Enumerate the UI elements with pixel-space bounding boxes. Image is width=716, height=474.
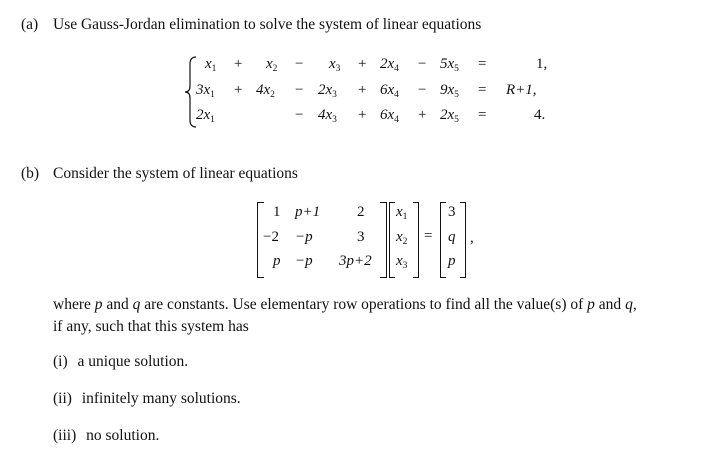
m12: p+1 [295,204,321,220]
r1-x2: $x_2$ [266,56,278,74]
part-a-prompt: Use Gauss-Jordan elimination to solve the system of linear equations [53,16,482,33]
where-line-2: if any, such that this system has [53,318,249,335]
r1-op4: − [418,56,427,72]
m22: −p [295,229,313,245]
xvec-left-bracket [389,202,395,278]
r3-op4: + [418,107,427,123]
variable-vector [389,202,419,280]
r2-op2: − [295,82,304,98]
r3-rhs: 4. [534,107,546,123]
matrix-equals: = [424,228,433,244]
coefficient-matrix [257,202,387,280]
r2-x2: $4x_2$ [256,82,275,100]
item-iii [53,427,159,445]
r1-x3: $x_3$ [329,56,341,74]
r3-op2: − [295,107,304,123]
part-b-label: (b) [21,165,40,182]
item-i-text: a unique solution. [77,353,189,370]
r2-eq: = [478,82,487,98]
m11: 1 [273,204,281,220]
m31: p [273,253,281,269]
r2-rhs: R+1, [506,82,537,98]
r1-eq: = [478,56,487,72]
r2-op1: + [234,82,243,98]
where-line-1: where p and q are constants. Use elementary row operations to find all the value(s) of p and q, [53,296,637,313]
xvec-3: $x_3$ [396,253,408,271]
r3-x3: $4x_3$ [318,107,337,125]
r3-x4: $6x_4$ [380,107,399,125]
item-iii-label: (iii) [53,427,77,444]
r3-x5: $2x_5$ [440,107,459,125]
rhs-right-bracket [460,202,466,278]
part-b-prompt: Consider the system of linear equations [53,165,298,182]
rhs-left-bracket [440,202,446,278]
matrix-right-bracket [380,202,387,278]
r1-op1: + [234,56,243,72]
rhs-3: p [448,253,456,269]
r1-x5: $5x_5$ [440,56,459,74]
rhs-1: 3 [448,204,456,220]
r2-x5: $9x_5$ [440,82,459,100]
r1-op3: + [358,56,367,72]
item-ii-label: (ii) [53,390,72,407]
r3-op3: + [358,107,367,123]
item-i-label: (i) [53,353,68,370]
rhs-vector [440,202,466,280]
r2-op4: − [418,82,427,98]
rhs-2: q [448,229,456,245]
item-ii-text: infinitely many solutions. [81,390,241,407]
m13: 2 [357,204,365,220]
r1-x4: $2x_4$ [380,56,399,74]
linear-system [196,56,546,136]
item-ii [53,390,241,408]
m33: 3p+2 [339,253,372,269]
r3-x1: $2x_1$ [196,107,215,125]
r2-x1: $3x_1$ [196,82,215,100]
r1-op2: − [295,56,304,72]
r2-op3: + [358,82,367,98]
xvec-1: $x_1$ [396,204,408,222]
xvec-right-bracket [413,202,419,278]
xvec-2: $x_2$ [396,229,408,247]
item-i [53,353,188,371]
m23: 3 [357,229,365,245]
m21: −2 [263,229,279,245]
part-a-label: (a) [21,16,39,33]
r1-rhs: 1, [536,56,548,72]
r2-x4: $6x_4$ [380,82,399,100]
matrix-trailing-comma: , [470,230,474,246]
item-iii-text: no solution. [86,427,160,444]
r3-eq: = [478,107,487,123]
m32: −p [295,253,313,269]
r2-x3: $2x_3$ [318,82,337,100]
r1-x1: $x_1$ [205,56,217,74]
